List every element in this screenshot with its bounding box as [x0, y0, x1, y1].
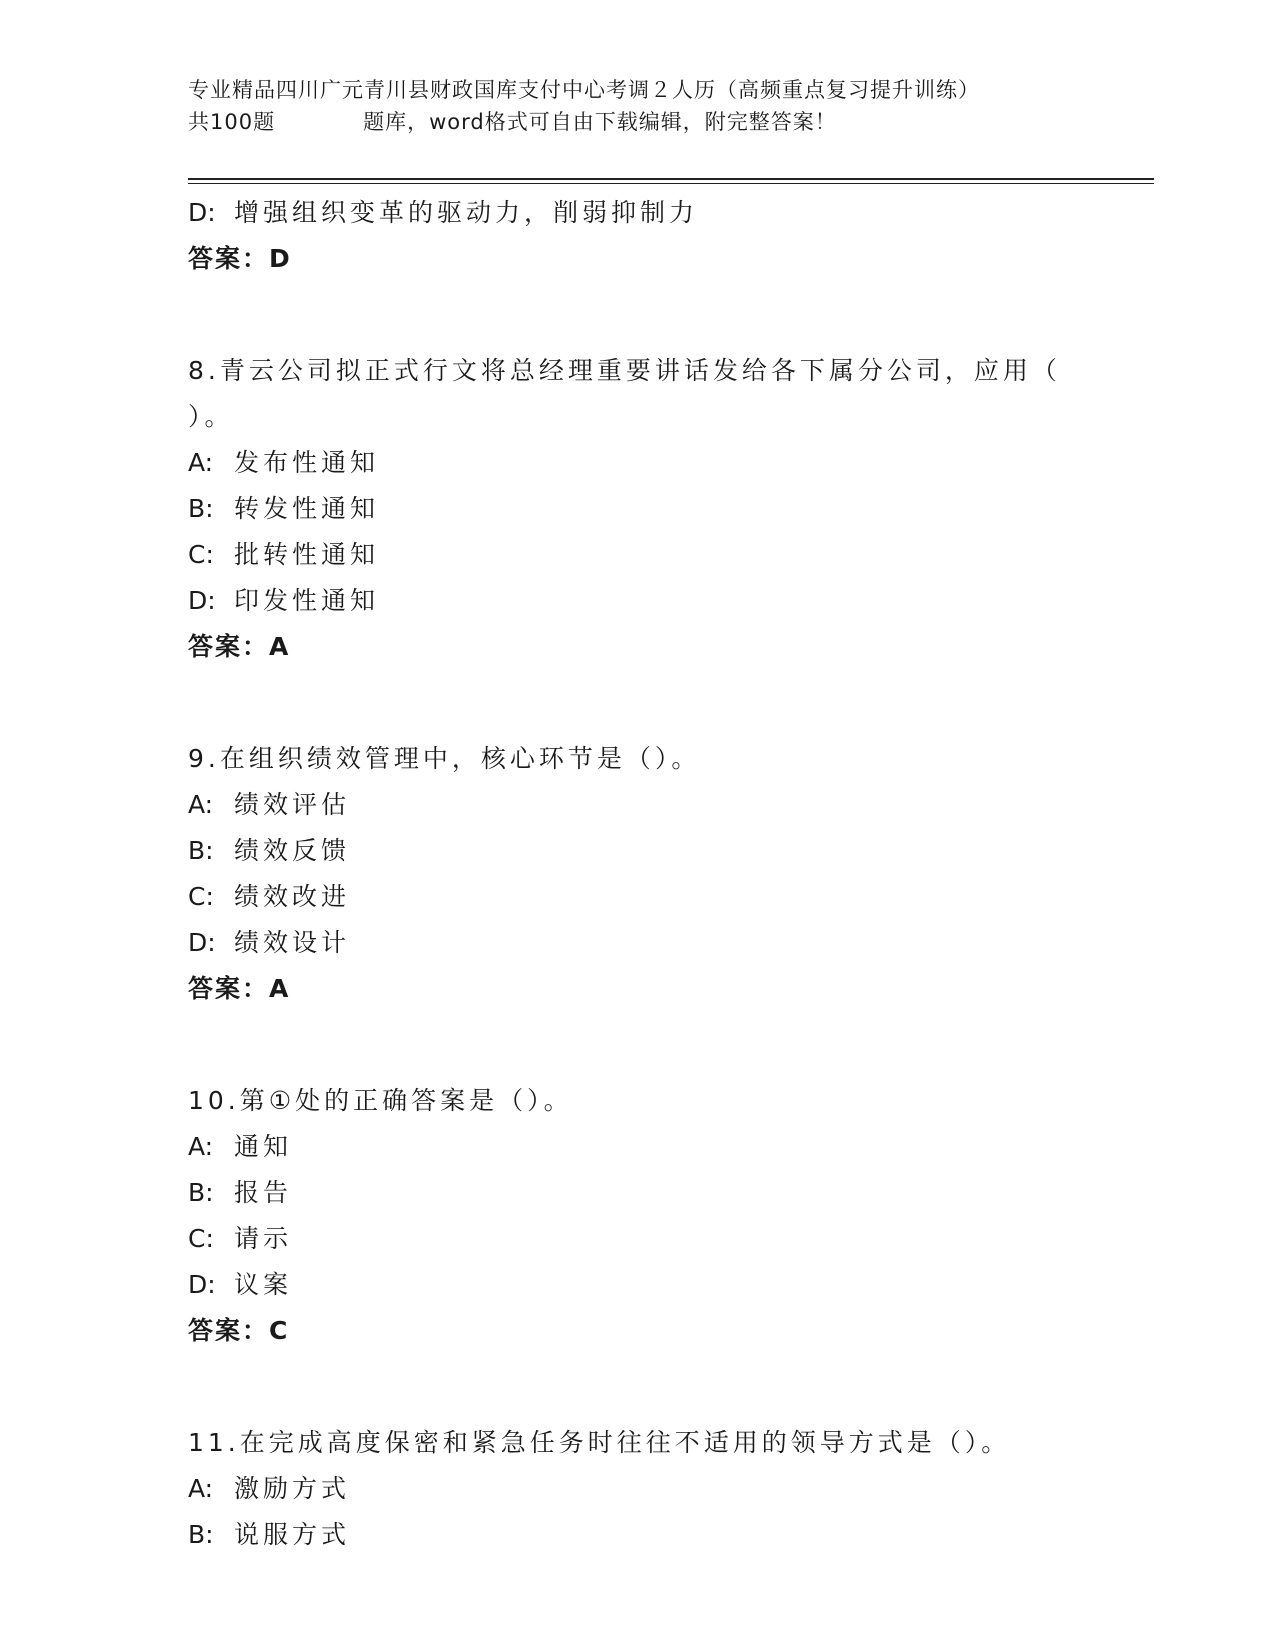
- question-stem: 11.在完成高度保密和紧急任务时往往不适用的领导方式是（）。: [188, 1428, 1011, 1457]
- option-text: 转发性通知: [234, 494, 380, 523]
- header-description: 题库，word格式可自由下载编辑，附完整答案！: [363, 110, 837, 134]
- option-label: C:: [188, 1224, 214, 1253]
- option-text: 报告: [234, 1178, 293, 1207]
- option-item: [188, 874, 1088, 920]
- option-text: 绩效设计: [234, 928, 351, 957]
- option-item: [188, 782, 1088, 828]
- answer-line: 答案：C: [188, 1316, 290, 1345]
- option-item: [188, 532, 1088, 578]
- option-item: [188, 1512, 1088, 1558]
- option-text: 激励方式: [234, 1474, 351, 1503]
- option-item: [188, 486, 1088, 532]
- option-label: A:: [188, 790, 214, 819]
- option-item: [188, 578, 1088, 624]
- document-header: [188, 74, 1148, 138]
- option-item: [188, 1466, 1088, 1512]
- question-list: [188, 190, 1088, 1558]
- option-label: D:: [188, 198, 216, 227]
- option-item: [188, 440, 1088, 486]
- option-label: C:: [188, 540, 214, 569]
- option-text: 绩效反馈: [234, 836, 351, 865]
- option-label: C:: [188, 882, 214, 911]
- option-text: 批转性通知: [234, 540, 380, 569]
- option-item: [188, 1124, 1088, 1170]
- option-item: [188, 1216, 1088, 1262]
- option-label: D:: [188, 928, 216, 957]
- option-label: A:: [188, 1132, 214, 1161]
- option-text: 说服方式: [234, 1520, 351, 1549]
- option-text: 绩效评估: [234, 790, 351, 819]
- header-divider-thick: [188, 178, 1154, 180]
- option-text: 绩效改进: [234, 882, 351, 911]
- question-count: 共100题: [188, 110, 276, 134]
- answer-line: 答案：A: [188, 632, 291, 661]
- option-label: D:: [188, 1270, 216, 1299]
- option-label: B:: [188, 1178, 214, 1207]
- option-label: B:: [188, 836, 214, 865]
- question-stem: 10.第①处的正确答案是（）。: [188, 1086, 573, 1115]
- option-label: D:: [188, 586, 216, 615]
- option-text: 增强组织变革的驱动力，削弱抑制力: [234, 198, 699, 227]
- option-item: [188, 920, 1088, 966]
- option-item: [188, 190, 1088, 236]
- option-label: A:: [188, 448, 214, 477]
- header-subtitle-line: [188, 106, 1148, 138]
- option-item: [188, 1170, 1088, 1216]
- option-label: A:: [188, 1474, 214, 1503]
- option-label: B:: [188, 494, 214, 523]
- header-title-line: 专业精品四川广元青川县财政国库支付中心考调２人历（高频重点复习提升训练）: [188, 78, 980, 102]
- question-stem: 9.在组织绩效管理中，核心环节是（）。: [188, 744, 701, 773]
- answer-line: 答案：A: [188, 974, 291, 1003]
- option-item: [188, 828, 1088, 874]
- option-text: 通知: [234, 1132, 293, 1161]
- option-label: B:: [188, 1520, 214, 1549]
- header-divider-thin: [188, 183, 1154, 184]
- option-text: 发布性通知: [234, 448, 380, 477]
- option-text: 议案: [234, 1270, 293, 1299]
- answer-line: 答案：D: [188, 244, 292, 273]
- option-text: 请示: [234, 1224, 293, 1253]
- option-item: [188, 1262, 1088, 1308]
- option-text: 印发性通知: [234, 586, 380, 615]
- question-stem: 8.青云公司拟正式行文将总经理重要讲话发给各下属分公司，应用（ ）。: [188, 356, 1061, 431]
